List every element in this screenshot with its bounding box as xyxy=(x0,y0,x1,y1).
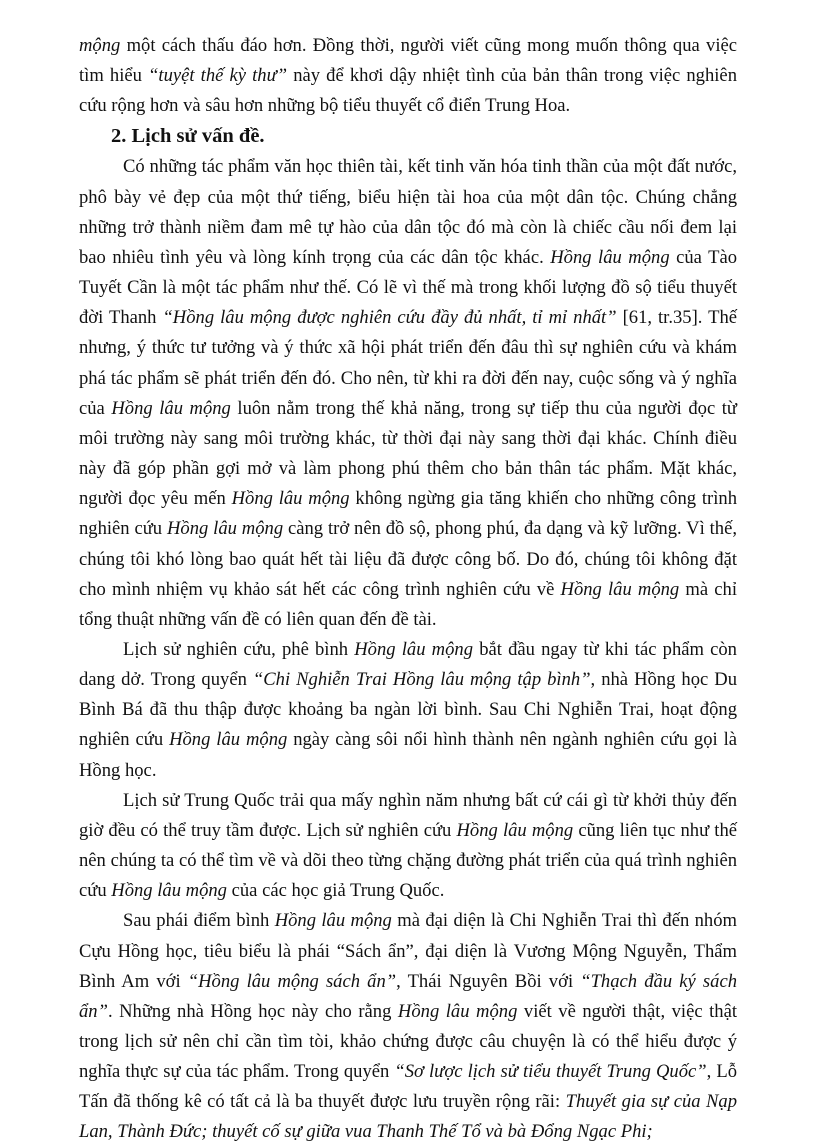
text-run: cũng liên tục như thế nên chúng ta có thể tìm về và dõi theo từng chặng đường phát triển của quá trình nghiên cứu xyxy=(79,819,738,902)
section-heading: 2. Lịch sử vấn đề. xyxy=(111,125,265,148)
italic-title: Hồng lâu mộng xyxy=(166,518,284,540)
italic-title: Hồng lâu mộng xyxy=(397,1000,518,1022)
italic-list: Thuyết gia sự của Nạp Lan, Thành Đức; thuyết cố sự giữa vua Thanh Thế Tổ và bà Đổng Ngạc Phi; xyxy=(79,1091,738,1143)
paragraph-4 xyxy=(79,906,737,1147)
italic-title: Hồng lâu mộng xyxy=(111,880,227,902)
document-page xyxy=(79,31,737,1148)
text-run: , Thái Nguyên Bồi với xyxy=(396,970,581,992)
italic-title: mộng xyxy=(79,35,121,56)
text-run: của các học giả Trung Quốc. xyxy=(226,880,445,902)
italic-title: Hồng lâu mộng xyxy=(550,246,670,268)
text-run: không ngừng gia tăng khiến cho những công trình nghiên cứu xyxy=(79,488,737,540)
text-run: Có những tác phẩm văn học thiên tài, kết tinh văn hóa tinh thần của một đất nước, phô bày vẻ đẹp của một thứ tiếng, biểu hiện tài hoa của một dân tộc. Chúng chẳng những trở thành niềm đam mê tự hào của dân tộc đó mà còn là chiếc cầu nối đem lại bao nhiêu tình yêu và lòng kính trọng của các dân tộc khác. xyxy=(79,156,737,268)
paragraph-intro-continuation xyxy=(79,31,737,121)
italic-quote: “Thạch đầu ký sách ẩn” xyxy=(79,970,737,1022)
italic-quote: “Hồng lâu mộng sách ẩn” xyxy=(187,970,397,992)
text-run: Lịch sử Trung Quốc trải qua mấy nghìn năm nhưng bất cứ cái gì từ khởi thủy đến giờ đều có thể truy tầm được. Lịch sử nghiên cứu xyxy=(79,789,737,841)
italic-quote: “tuyệt thế kỳ thư” xyxy=(148,65,288,87)
text-run: . Những nhà Hồng học này cho rằng xyxy=(107,1000,398,1022)
text-run: Lịch sử nghiên cứu, phê bình xyxy=(123,638,355,660)
text-run: mà chỉ tổng thuật những vấn đề có liên quan đến đề tài. xyxy=(79,578,737,630)
italic-quote: “Chi Nghiễn Trai Hồng lâu mộng tập bình” xyxy=(252,669,591,691)
text-run: một cách thấu đáo hơn. Đồng thời, người viết cũng mong muốn thông qua việc tìm hiểu xyxy=(79,35,737,87)
text-run: càng trở nên đồ sộ, phong phú, đa dạng và kỹ lưỡng. Vì thế, chúng tôi khó lòng bao quát hết tài liệu đã được công bố. Do đó, chúng tôi không đặt cho mình nhiệm vụ khảo sát hết các công trình nghiên cứu về xyxy=(79,518,738,600)
text-run: ngày càng sôi nổi hình thành nên ngành nghiên cứu gọi là Hồng học. xyxy=(79,729,737,781)
text-run: Sau phái điểm bình xyxy=(123,910,275,932)
text-run: của Tào Tuyết Cần là một tác phẩm như thế. Có lẽ vì thế mà trong khối lượng đồ sộ tiểu thuyết đời Thanh xyxy=(79,246,737,329)
italic-title: Hồng lâu mộng xyxy=(354,638,474,660)
paragraph-2 xyxy=(79,635,737,786)
text-run: [61, tr.35]. Thế nhưng, ý thức tư tưởng và ý thức xã hội phát triển đến đâu thì sự nghiên cứu và khám phá tác phẩm sẽ phát triển đến đó. Cho nên, từ khi ra đời đến nay, cuộc sống và ý nghĩa của xyxy=(79,307,737,419)
text-run: , nhà Hồng học Du Bình Bá đã thu thập được khoảng ba ngàn lời bình. Sau Chi Nghiễn Trai, hoạt động nghiên cứu xyxy=(79,669,738,751)
paragraph-3 xyxy=(79,786,737,907)
text-run: , Lỗ Tấn đã thống kê có tất cả là ba thuyết được lưu truyền rộng rãi: xyxy=(79,1061,737,1113)
italic-title: Hồng lâu mộng xyxy=(169,729,288,751)
italic-title: Hồng lâu mộng xyxy=(560,578,680,600)
text-run: này để khơi dậy nhiệt tình của bản thân trong việc nghiên cứu rộng hơn và sâu hơn những bộ tiểu thuyết cổ điển Trung Hoa. xyxy=(79,65,737,117)
italic-quote: “Sơ lược lịch sử tiểu thuyết Trung Quốc” xyxy=(394,1061,707,1083)
italic-title: Hồng lâu mộng xyxy=(111,397,231,419)
italic-title: Hồng lâu mộng xyxy=(456,819,574,841)
text-run: mà đại diện là Chi Nghiễn Trai thì đến nhóm Cựu Hồng học, tiêu biểu là phái “Sách ẩn”, đại diện là Vương Mộng Nguyễn, Thẩm Bình Am với xyxy=(79,910,737,992)
text-run: bắt đầu ngay từ khi tác phẩm còn dang dở. Trong quyển xyxy=(79,638,737,691)
text-run: viết về người thật, việc thật trong lịch sử nên chỉ cần tìm tòi, khảo chứng được câu chuyện là có thể hiểu được ý nghĩa thực sự của tác phẩm. Trong quyển xyxy=(79,1000,737,1083)
paragraph-1 xyxy=(79,152,737,635)
italic-quote: “Hồng lâu mộng được nghiên cứu đầy đủ nhất, tỉ mỉ nhất” xyxy=(162,307,617,329)
italic-title: Hồng lâu mộng xyxy=(231,488,350,510)
italic-title: Hồng lâu mộng xyxy=(274,910,392,932)
text-run: luôn nằm trong thế khả năng, trong sự tiếp thu của người đọc từ môi trường này sang môi trường khác, từ thời đại này sang thời đại khác. Chính điều này đã góp phần gợi mở và làm phong phú thêm cho bản thân tác phẩm. Mặt khác, người đọc yêu mến xyxy=(79,397,737,510)
